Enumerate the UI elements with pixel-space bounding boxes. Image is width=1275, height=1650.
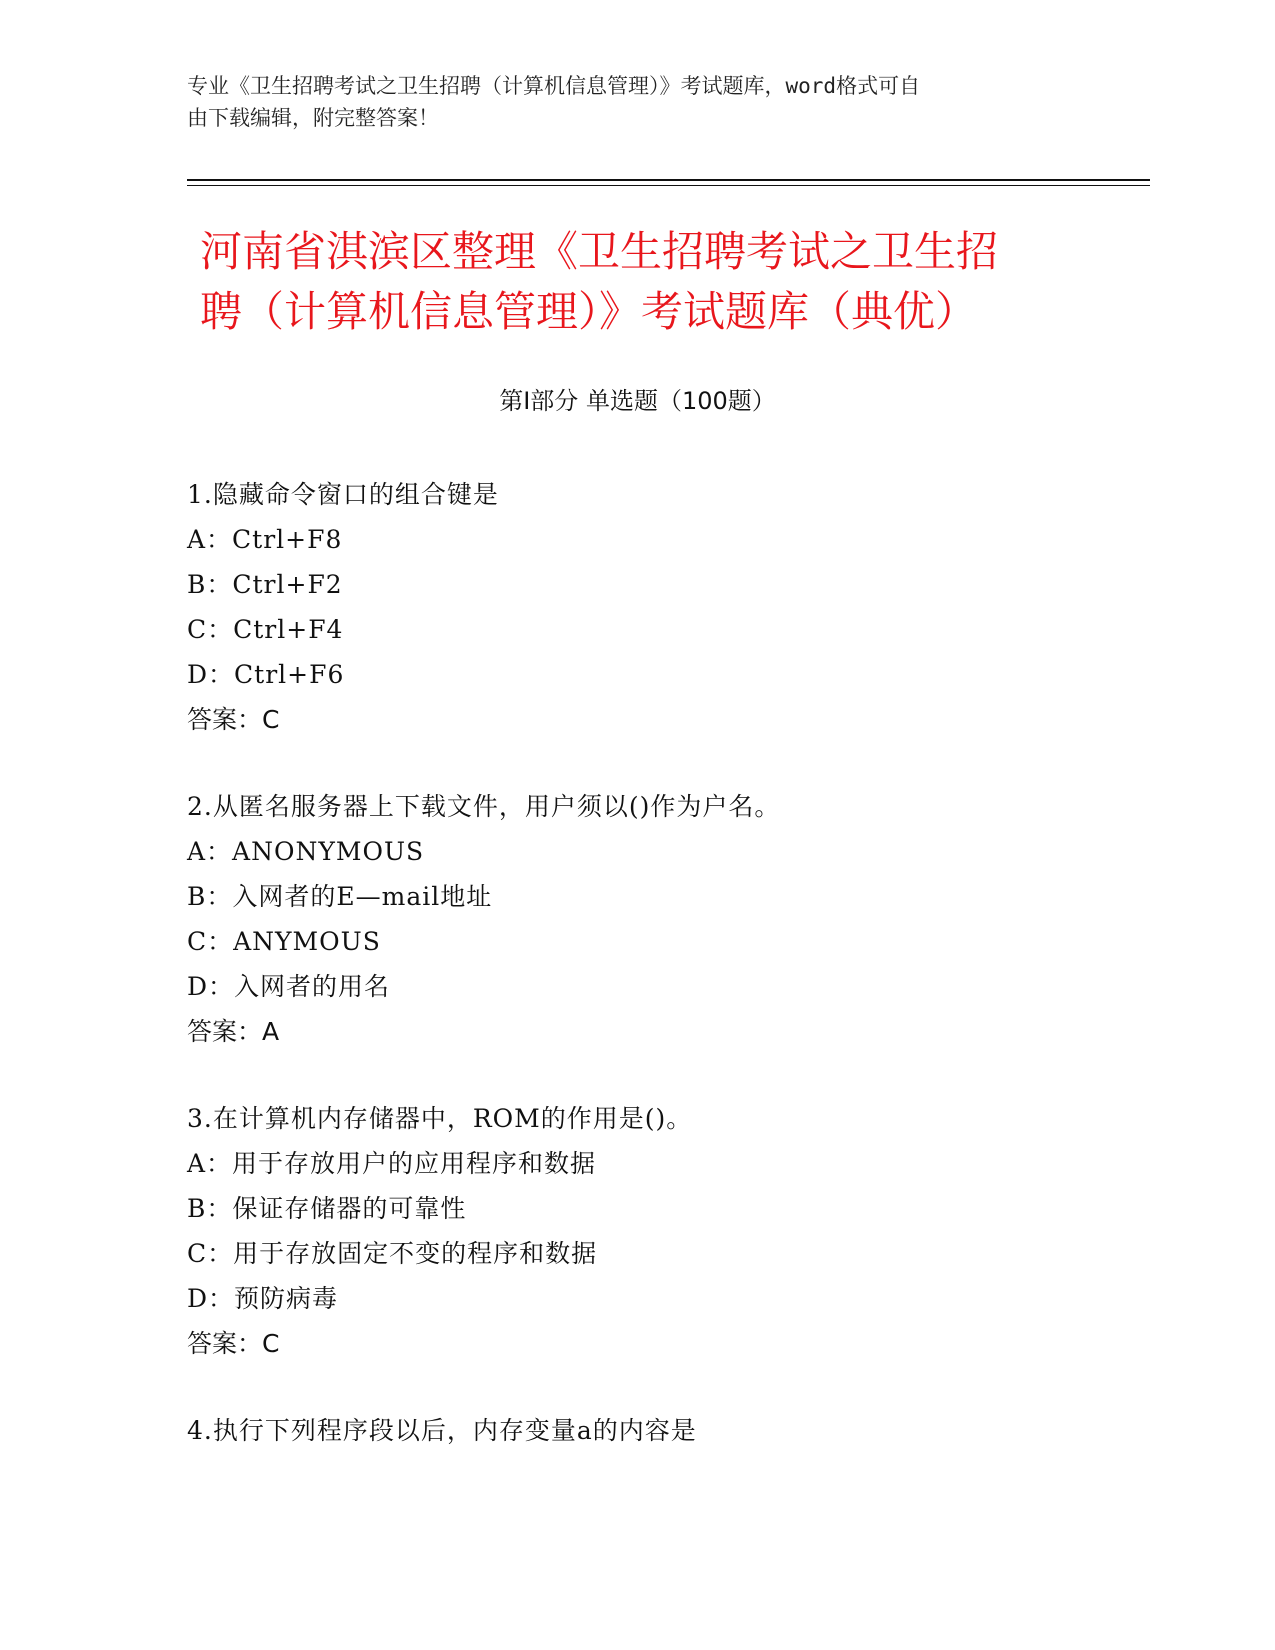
- answer-line: 答案：C: [187, 705, 280, 734]
- document-title-line-1: 河南省淇滨区整理《卫生招聘考试之卫生招: [200, 227, 999, 276]
- section-heading: 第Ⅰ部分 单选题（100题）: [499, 387, 776, 415]
- header-note: [187, 70, 1067, 134]
- header-divider-thick: [187, 179, 1150, 181]
- question-stem: 4.执行下列程序段以后，内存变量a的内容是: [187, 1416, 697, 1445]
- question-4: [187, 1408, 1147, 1453]
- question-2: [187, 784, 1147, 1054]
- header-note-line-1: 专业《卫生招聘考试之卫生招聘（计算机信息管理）》考试题库，word格式可自: [187, 74, 921, 98]
- option-a: A：ANONYMOUS: [187, 837, 425, 866]
- document-title-line-2: 聘（计算机信息管理）》考试题库（典优）: [200, 287, 978, 336]
- option-c: C：ANYMOUS: [187, 927, 381, 956]
- option-d: D：Ctrl+F6: [187, 660, 345, 689]
- question-stem: 3.在计算机内存储器中，ROM的作用是()。: [187, 1104, 693, 1133]
- question-3: [187, 1096, 1147, 1366]
- document-title: [200, 222, 1100, 342]
- option-d: D：预防病毒: [187, 1284, 339, 1313]
- option-b: B：保证存储器的可靠性: [187, 1194, 467, 1223]
- option-b: B：Ctrl+F2: [187, 570, 343, 599]
- option-a: A：用于存放用户的应用程序和数据: [187, 1149, 597, 1178]
- answer-line: 答案：C: [187, 1329, 280, 1358]
- question-stem: 2.从匿名服务器上下载文件，用户须以()作为户名。: [187, 792, 781, 821]
- header-divider-thin: [187, 185, 1150, 186]
- question-1: [187, 472, 1147, 742]
- question-list: [187, 472, 1147, 1495]
- option-c: C：Ctrl+F4: [187, 615, 344, 644]
- option-c: C：用于存放固定不变的程序和数据: [187, 1239, 598, 1268]
- answer-line: 答案：A: [187, 1017, 280, 1046]
- option-d: D：入网者的用名: [187, 972, 391, 1001]
- header-note-line-2: 由下载编辑，附完整答案！: [187, 106, 439, 130]
- question-stem: 1.隐藏命令窗口的组合键是: [187, 480, 499, 509]
- option-b: B：入网者的E—mail地址: [187, 882, 493, 911]
- option-a: A：Ctrl+F8: [187, 525, 343, 554]
